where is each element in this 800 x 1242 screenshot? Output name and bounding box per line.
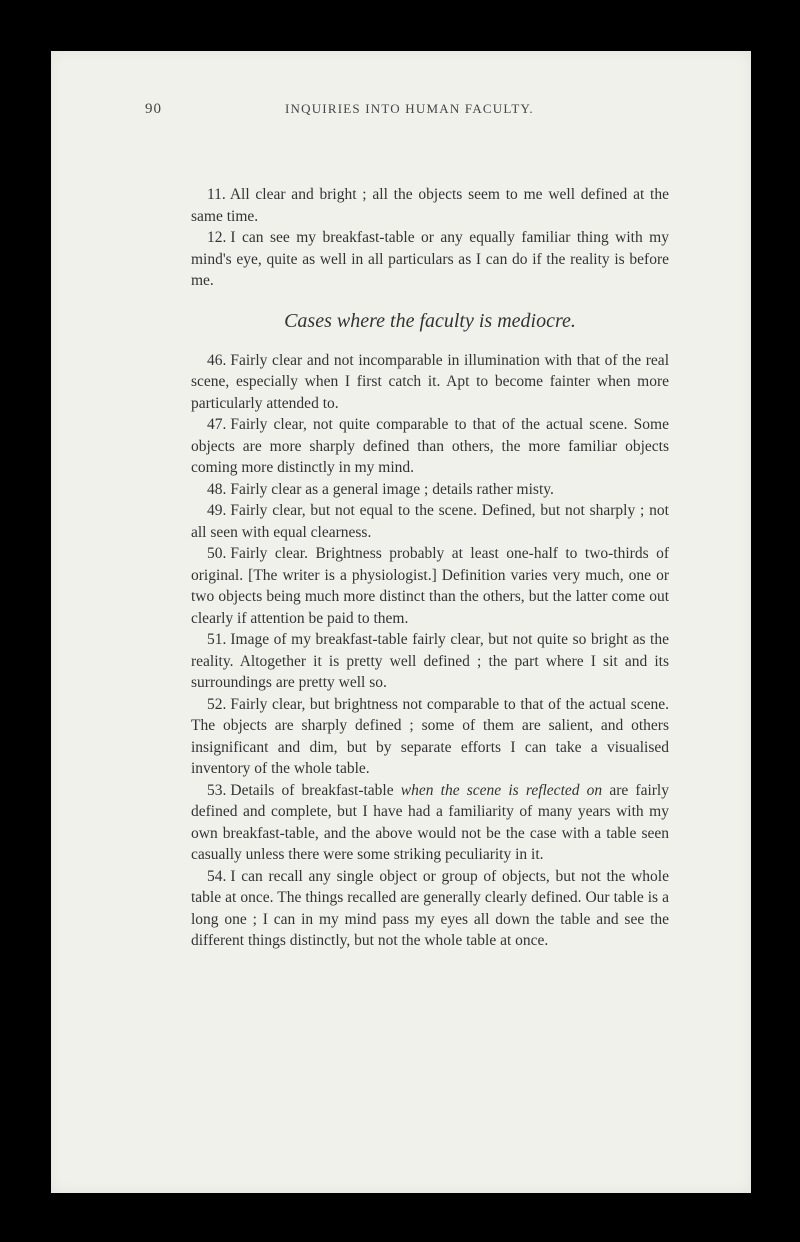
paragraph: [191, 694, 669, 780]
paragraph-number: 54.: [207, 867, 227, 885]
section-heading: Cases where the faculty is mediocre.: [284, 309, 576, 332]
running-title: INQUIRIES INTO HUMAN FACULTY.: [285, 101, 534, 116]
paragraph-number: 52.: [207, 695, 227, 713]
paragraph: [191, 780, 669, 866]
paragraph-number: 47.: [207, 416, 227, 433]
paragraph: [191, 866, 669, 952]
paragraph-text: Fairly clear, but not equal to the scene. Defined, but not sharply ; not all seen with equal clearness.: [191, 502, 669, 541]
paragraph: [191, 414, 669, 479]
paragraph: [191, 227, 669, 292]
paragraph-text: I can see my breakfast-table or any equally familiar thing with my mind's eye, quite as well in all particulars as I can do if the reality is before me.: [191, 229, 669, 289]
paragraph-text: All clear and bright ; all the objects seem to me well defined at the same time.: [191, 186, 669, 225]
paragraph-number: 53.: [207, 781, 227, 799]
paragraph-text: Fairly clear as a general image ; details rather misty.: [230, 480, 554, 498]
paragraph: [191, 500, 669, 543]
paragraph-text: Image of my breakfast-table fairly clear, but not quite so bright as the reality. Altogether it is pretty well defined ; the part where I sit and its surroundings are pretty well so.: [191, 631, 669, 691]
paragraph-number: 50.: [207, 545, 227, 562]
paragraph: [191, 543, 669, 629]
paragraph-number: 11.: [207, 186, 226, 203]
paragraph-italic-text: when the scene is reflected on: [400, 781, 603, 799]
paragraph-number: 48.: [207, 480, 227, 498]
paragraph-number: 46.: [207, 351, 227, 369]
paragraph-number: 51.: [207, 631, 227, 648]
paragraph: [191, 350, 669, 415]
paragraph-number: 12.: [207, 229, 227, 246]
paragraph-text: Details of breakfast-table: [230, 781, 401, 799]
paragraph-text: Fairly clear. Brightness probably at least one-half to two-thirds of original. [The writer is a physiologist.] Definition varies very much, one or two objects being much more distinct than the others, but the latter come out clearly if attention be paid to them.: [191, 545, 669, 627]
paragraph: [191, 184, 669, 227]
paragraph-number: 49.: [207, 502, 227, 519]
page-header: [145, 101, 621, 121]
paragraph: [191, 479, 669, 501]
page-number: 90: [145, 101, 162, 117]
paragraph-text: are fairly defined and complete, but I have had a familiarity of many years with my own breakfast-table, and the above would not be the case with a table seen casually unless there were some striking peculiarity in it.: [191, 781, 669, 863]
paragraph-text: Fairly clear, not quite comparable to that of the actual scene. Some objects are more sharply defined than others, the more familiar objects coming more distinctly in my mind.: [191, 416, 669, 476]
paragraph-text: I can recall any single object or group of objects, but not the whole table at once. The things recalled are generally clearly defined. Our table is a long one ; I can in my mind pass my eyes all down the table and see the different things distinctly, but not the whole table at once.: [191, 867, 669, 949]
paragraph-text: Fairly clear and not incomparable in illumination with that of the real scene, especially when I first catch it. Apt to become fainter when more particularly attended to.: [191, 351, 669, 412]
paragraph: [191, 629, 669, 694]
page-body: [191, 184, 669, 952]
paragraph-text: Fairly clear, but brightness not comparable to that of the actual scene. The objects are sharply defined ; some of them are salient, and others insignificant and dim, but by separate efforts I can take a visualised inventory of the whole table.: [191, 695, 669, 777]
